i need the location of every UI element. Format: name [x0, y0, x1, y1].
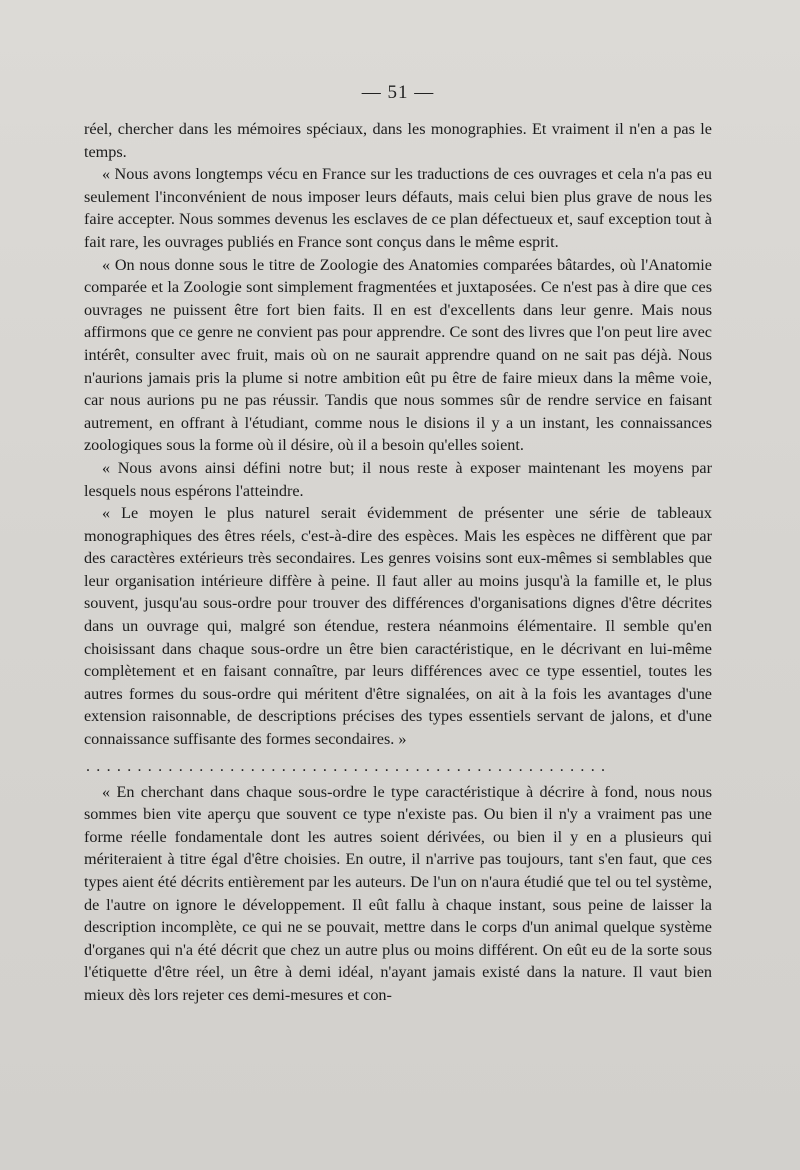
paragraph-4: « Nous avons ainsi défini notre but; il nous reste à exposer maintenant les moyens par lesquels nous espérons l'atteindre.	[84, 458, 712, 500]
ellipsis-separator: ...................................................	[86, 757, 612, 775]
paragraph-5: « Le moyen le plus naturel serait évidemment de présenter une série de tableaux monographiques des êtres réels, c'est-à-dire des espèces. Mais les espèces ne diffèrent que par des caractères extérieurs très secondaires. Les genres voisins sont eux-mêmes si semblables que leur organisation intérieure diffère à peine. Il faut aller au moins jusqu'à la famille et, le plus souvent, jusqu'au sous-ordre pour trouver des différences d'organisations dignes d'être décrites dans un ouvrage qui, malgré son étendue, restera néanmoins élémentaire. Il semble qu'en choisissant dans chaque sous-ordre un être bien caractéristique, en le décrivant en lui-même complètement et en faisant connaître, par leurs différences avec ce type essentiel, toutes les autres formes du sous-ordre qui méritent d'être signalées, on ait à la fois les avantages d'une extension raisonnable, de descriptions précises des types essentiels servant de jalons, et d'une connaissance suffisante des formes secondaires. »	[84, 504, 712, 749]
paragraph-3: « On nous donne sous le titre de Zoologie des Anatomies comparées bâtardes, où l'Anatomie comparée et la Zoologie sont simplement fragmentées et juxtaposées. Ce n'est pas à dire que ces ouvrages ne puissent être fort bien faits. Il en est d'excellents dans leur genre. Mais nous affirmons que ce genre ne convient pas pour apprendre. Ce sont des livres que l'on peut lire avec intérêt, consulter avec fruit, mais où on ne saurait apprendre quand on ne sait pas déjà. Nous n'aurions jamais pris la plume si notre ambition eût pu être de faire mieux dans la même voie, car nous aurions pu ne pas réussir. Tandis que nous sommes sûr de rendre service en faisant autrement, en offrant à l'étudiant, comme nous le disions il y a un instant, les connaissances zoologiques sous la forme où il désire, où il a besoin qu'elles soient.	[84, 255, 712, 455]
paragraph-2: « Nous avons longtemps vécu en France sur les traductions de ces ouvrages et cela n'a pas eu seulement l'inconvénient de nous imposer leurs défauts, mais celui bien plus grave de nous les faire accepter. Nous sommes devenus les esclaves de ce plan défectueux et, sauf exception tout à fait rare, les ouvrages publiés en France sont conçus dans le même esprit.	[84, 165, 712, 251]
page-number: — 51 —	[361, 82, 435, 103]
paragraph-6: « En cherchant dans chaque sous-ordre le type caractéristique à décrire à fond, nous nous sommes bien vite aperçu que souvent ce type n'existe pas. Ou bien il n'y a vraiment pas une forme réelle fondamentale dont les autres soient dérivées, ou bien il y en a plusieurs qui mériteraient à titre égal d'être choisies. En outre, il n'arrive pas toujours, tant s'en faut, que ces types aient été décrits entièrement par les auteurs. De l'un on n'aura étudié que tel ou tel système, de l'autre on ignore le développement. Il eût fallu à chaque instant, sous peine de laisser la description incomplète, ce qui ne se pouvait, mettre dans le corps d'un animal quelque système d'organes qui n'a été décrit que chez un autre plus ou moins différent. On eût eu de la sorte sous l'étiquette d'être réel, un être à demi idéal, n'ayant jamais existé dans la nature. Il vaut bien mieux dès lors rejeter ces demi-mesures et con-	[84, 782, 712, 1004]
paragraph-1: réel, chercher dans les mémoires spéciaux, dans les monographies. Et vraiment il n'en a pas le temps.	[84, 120, 712, 161]
body-text	[84, 118, 712, 1007]
